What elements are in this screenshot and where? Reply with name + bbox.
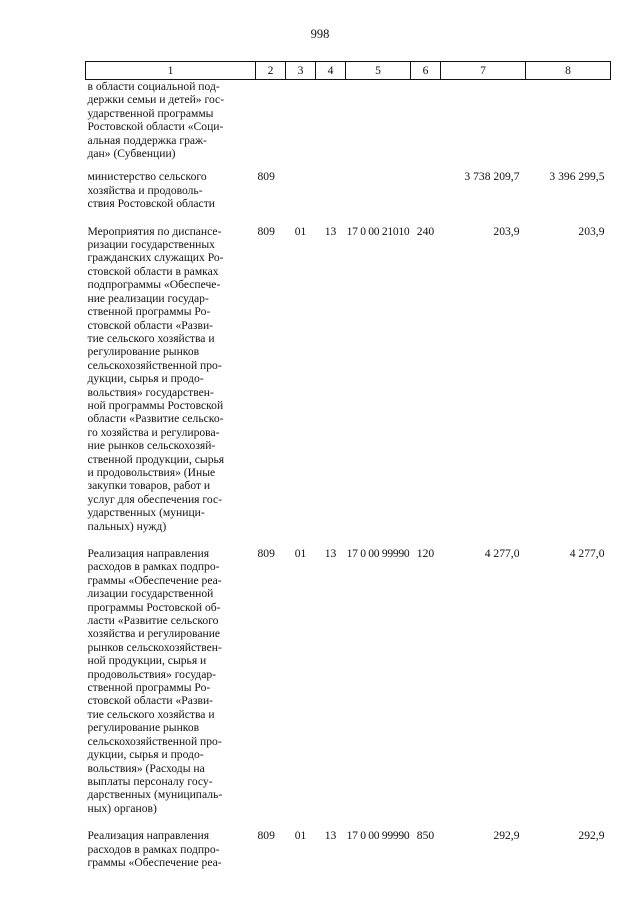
- description-line: стовской области в рамках: [87, 264, 219, 278]
- description-line: сельскохозяйственной про-: [87, 358, 222, 372]
- section-cell: 01: [294, 829, 307, 843]
- description-line: ственной программы Ро-: [87, 681, 211, 695]
- target-article-cell: 17 0 00 99990: [346, 547, 410, 560]
- ministry-code-cell: 809: [257, 224, 275, 238]
- description-line: программы Ростовской об-: [87, 600, 221, 614]
- description-line: регулирование рынков: [87, 345, 200, 359]
- amount-cell: 3 396 299,5: [549, 170, 605, 184]
- description-line: вольствия» (Расходы на: [87, 761, 205, 775]
- ministry-code-cell: [256, 80, 286, 171]
- expense-type-cell: 850: [416, 829, 435, 843]
- table-body: [86, 80, 611, 884]
- description-line: держки семьи и детей» гос-: [87, 93, 225, 107]
- description-line: тие сельского хозяйства и: [87, 707, 215, 721]
- column-header: 1: [86, 62, 256, 80]
- target-article-cell: [346, 80, 411, 171]
- section-cell: 01: [294, 224, 307, 238]
- table-header-row: [86, 62, 611, 80]
- row-description: [86, 829, 256, 883]
- amount-cell: 203,9: [493, 224, 520, 238]
- amount-cell: 4 277,0: [569, 547, 605, 560]
- description-line: вольствия» государствен-: [87, 385, 214, 399]
- table-row: [86, 547, 611, 829]
- column-header: 6: [411, 62, 441, 80]
- description-line: ласти «Развитие сельского: [87, 614, 219, 628]
- description-line: министерство сельского: [87, 170, 207, 184]
- section-cell: [286, 80, 316, 171]
- description-line: ние рынков сельскохозяй-: [87, 439, 216, 453]
- target-article-cell: 17 0 00 99990: [346, 829, 410, 843]
- description-line: ние реализации государ-: [87, 291, 209, 305]
- description-line: дукции, сырья и продо-: [87, 372, 204, 386]
- amount-cell: 292,9: [578, 829, 605, 843]
- target-article-cell: [346, 170, 411, 224]
- description-line: граммы «Обеспечение реа-: [87, 573, 222, 587]
- subsection-cell: [316, 80, 346, 171]
- description-line: расходов в рамках подпро-: [87, 560, 220, 574]
- column-header: 7: [441, 62, 526, 80]
- description-line: го хозяйства и регулирова-: [87, 425, 220, 439]
- subsection-cell: 13: [324, 829, 337, 843]
- description-line: дукции, сырья и продо-: [87, 748, 204, 762]
- amount-cell: [526, 80, 611, 171]
- ministry-code-cell: 809: [257, 547, 275, 560]
- description-line: подпрограммы «Обеспече-: [87, 278, 221, 292]
- row-description: [86, 170, 256, 224]
- description-line: закупки товаров, работ и: [87, 479, 211, 493]
- description-line: лизации государственной: [87, 587, 214, 601]
- description-line: выплаты персоналу госу-: [87, 774, 213, 788]
- description-line: в области социальной под-: [87, 80, 220, 93]
- description-line: тие сельского хозяйства и: [87, 331, 215, 345]
- description-line: расходов в рамках подпро-: [87, 842, 220, 856]
- description-line: хозяйства и регулирование: [87, 627, 221, 641]
- row-description: [86, 80, 256, 171]
- description-line: ствия Ростовской области: [87, 197, 215, 211]
- table-row: [86, 829, 611, 883]
- amount-cell: 4 277,0: [484, 547, 520, 560]
- column-header: 2: [256, 62, 286, 80]
- description-line: Реализация направления: [87, 829, 210, 843]
- description-line: ственной программы Ро-: [87, 305, 211, 319]
- description-line: Мероприятия по диспансе-: [87, 224, 222, 238]
- row-description: [86, 225, 256, 547]
- ministry-code-cell: 809: [257, 170, 275, 184]
- description-line: ударственных (муници-: [87, 506, 205, 520]
- column-header: 8: [526, 62, 611, 80]
- description-line: сельскохозяйственной про-: [87, 734, 222, 748]
- description-line: пальных) нужд): [87, 519, 167, 533]
- description-line: ной продукции, сырья и: [87, 654, 207, 668]
- description-line: ной программы Ростовской: [87, 398, 224, 412]
- description-line: ризации государственных: [87, 238, 215, 252]
- description-line: ственной продукции, сырья: [87, 452, 225, 466]
- expense-type-cell: 240: [416, 224, 435, 238]
- description-line: граммы «Обеспечение реа-: [87, 855, 222, 869]
- expense-type-cell: [411, 80, 441, 171]
- description-line: рынков сельскохозяйствен-: [87, 640, 222, 654]
- budget-table: [85, 61, 611, 883]
- expense-type-cell: [411, 170, 441, 224]
- description-line: ных) органов): [87, 801, 157, 815]
- target-article-cell: 17 0 00 21010: [346, 224, 410, 238]
- column-header: 3: [286, 62, 316, 80]
- subsection-cell: 13: [324, 224, 337, 238]
- description-line: регулирование рынков: [87, 721, 200, 735]
- description-line: продовольствия» государ-: [87, 667, 217, 681]
- table-row: [86, 80, 611, 171]
- expense-type-cell: 120: [416, 547, 435, 560]
- description-line: дан» (Субвенции): [87, 147, 176, 161]
- description-line: услуг для обеспечения гос-: [87, 492, 222, 506]
- column-header: 5: [346, 62, 411, 80]
- description-line: Ростовской области «Соци-: [87, 120, 224, 134]
- table-row: [86, 225, 611, 547]
- amount-cell: 203,9: [578, 224, 605, 238]
- section-cell: [286, 170, 316, 224]
- description-line: Реализация направления: [87, 547, 210, 560]
- description-line: стовской области «Разви-: [87, 318, 214, 332]
- description-line: альная поддержка граж-: [87, 133, 207, 147]
- section-cell: 01: [294, 547, 307, 560]
- description-line: области «Развитие сельско-: [87, 412, 224, 426]
- table-row: [86, 170, 611, 224]
- row-description: [86, 547, 256, 829]
- amount-cell: [441, 80, 526, 171]
- description-line: ударственной программы: [87, 106, 214, 120]
- description-line: и продовольствия» (Иные: [87, 465, 216, 479]
- amount-cell: 292,9: [493, 829, 520, 843]
- column-header: 4: [316, 62, 346, 80]
- ministry-code-cell: 809: [257, 829, 275, 843]
- description-line: хозяйства и продоволь-: [87, 183, 203, 197]
- page-number: 998: [310, 27, 330, 41]
- subsection-cell: 13: [324, 547, 337, 560]
- subsection-cell: [316, 170, 346, 224]
- description-line: дарственных (муниципаль-: [87, 788, 223, 802]
- description-line: гражданских служащих Ро-: [87, 251, 224, 265]
- description-line: стовской области «Разви-: [87, 694, 214, 708]
- amount-cell: 3 738 209,7: [464, 170, 520, 184]
